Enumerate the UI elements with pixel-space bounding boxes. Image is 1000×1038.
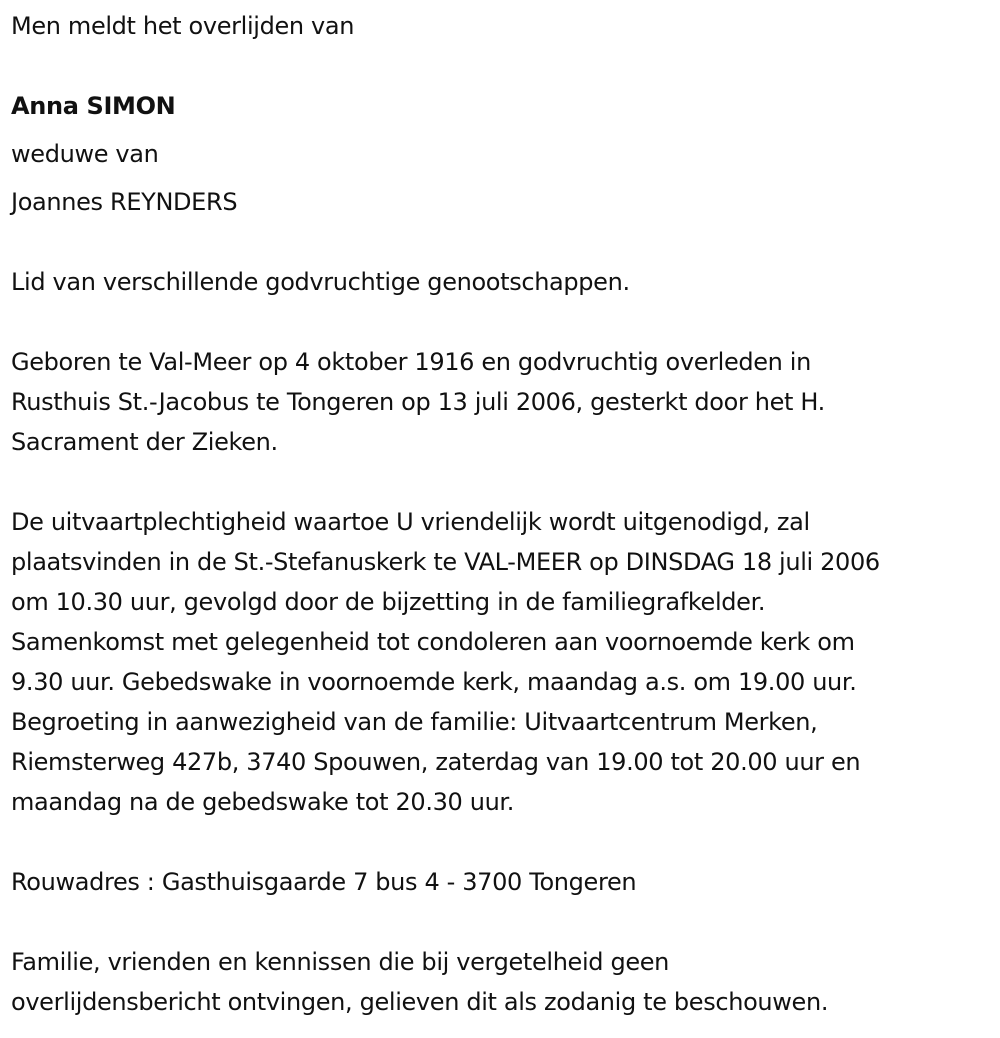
- birth-death-line: Sacrament der Zieken.: [11, 428, 278, 456]
- closing-line: overlijdensbericht ontvingen, gelieven dit als zodanig te beschouwen.: [11, 988, 829, 1016]
- spouse-name: Joannes REYNDERS: [11, 188, 238, 216]
- funeral-line: De uitvaartplechtigheid waartoe U vriendelijk wordt uitgenodigd, zal: [11, 508, 810, 536]
- funeral-line: Begroeting in aanwezigheid van de familie: Uitvaartcentrum Merken,: [11, 708, 818, 736]
- funeral-line: om 10.30 uur, gevolgd door de bijzetting in de familiegrafkelder.: [11, 588, 766, 616]
- funeral-line: Samenkomst met gelegenheid tot condoleren aan voornoemde kerk om: [11, 628, 855, 656]
- birth-death-line: Geboren te Val-Meer op 4 oktober 1916 en godvruchtig overleden in: [11, 348, 811, 376]
- birth-death-line: Rusthuis St.-Jacobus te Tongeren op 13 juli 2006, gesterkt door het H.: [11, 388, 825, 416]
- relation-text: weduwe van: [11, 140, 159, 168]
- closing-line: Familie, vrienden en kennissen die bij vergetelheid geen: [11, 948, 670, 976]
- membership-text: Lid van verschillende godvruchtige genootschappen.: [11, 268, 630, 296]
- intro-text: Men meldt het overlijden van: [11, 12, 355, 40]
- mourning-address: Rouwadres : Gasthuisgaarde 7 bus 4 - 3700 Tongeren: [11, 868, 637, 896]
- funeral-line: plaatsvinden in de St.-Stefanuskerk te VAL-MEER op DINSDAG 18 juli 2006: [11, 548, 880, 576]
- funeral-line: maandag na de gebedswake tot 20.30 uur.: [11, 788, 515, 816]
- deceased-name: Anna SIMON: [11, 92, 176, 120]
- funeral-line: Riemsterweg 427b, 3740 Spouwen, zaterdag van 19.00 tot 20.00 uur en: [11, 748, 861, 776]
- funeral-line: 9.30 uur. Gebedswake in voornoemde kerk, maandag a.s. om 19.00 uur.: [11, 668, 857, 696]
